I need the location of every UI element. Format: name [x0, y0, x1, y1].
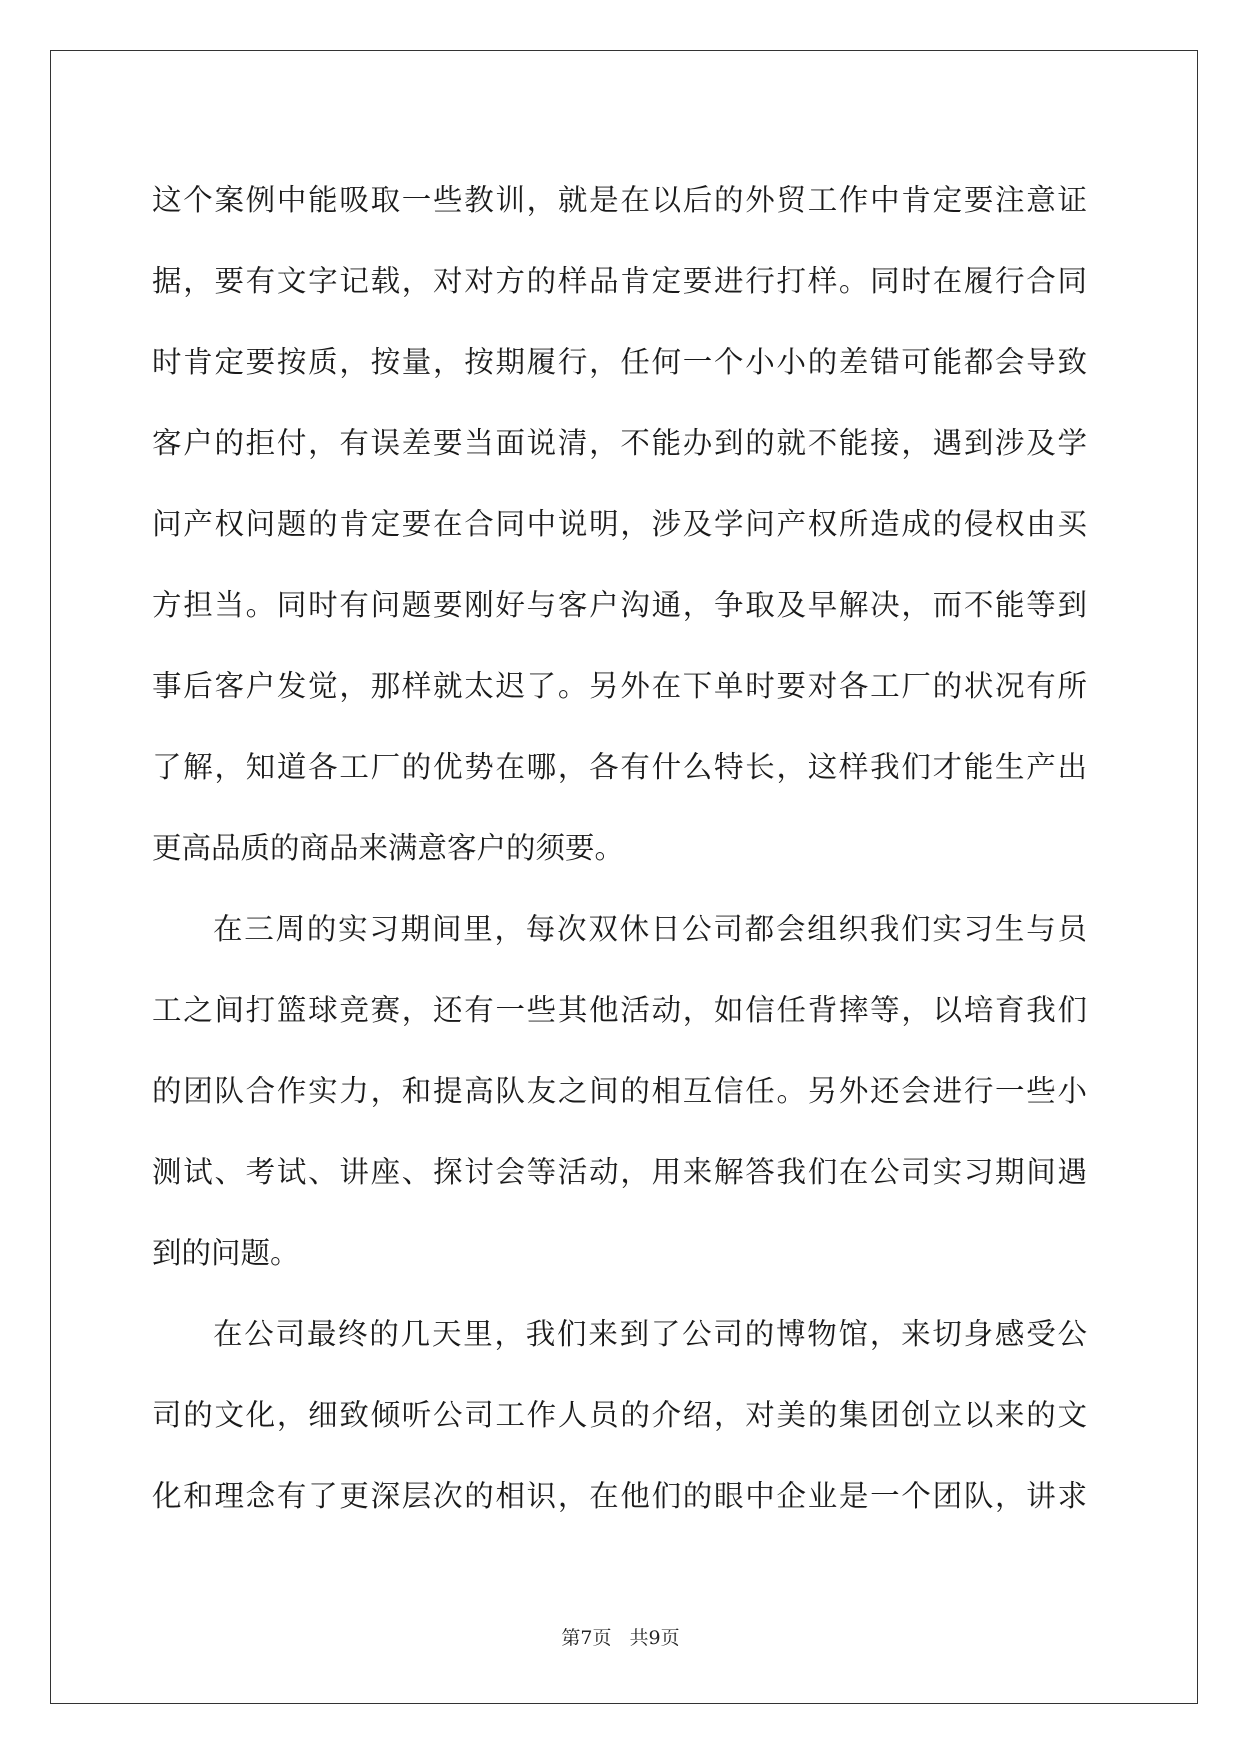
body-text	[152, 160, 1087, 1537]
text-line: 测试、考试、讲座、探讨会等活动，用来解答我们在公司实习期间遇	[152, 1155, 1087, 1189]
paragraph-start-line: 在三周的实习期间里，每次双休日公司都会组织我们实习生与员	[213, 912, 1087, 946]
total-pages: 共9页	[629, 1627, 680, 1649]
text-line: 司的文化，细致倾听公司工作人员的介绍，对美的集团创立以来的文	[152, 1398, 1087, 1432]
text-line: 方担当。同时有问题要刚好与客户沟通，争取及早解决，而不能等到	[152, 588, 1087, 622]
text-line: 这个案例中能吸取一些教训，就是在以后的外贸工作中肯定要注意证	[152, 183, 1087, 217]
text-line: 据，要有文字记载，对对方的样品肯定要进行打样。同时在履行合同	[152, 264, 1087, 298]
text-line: 工之间打篮球竞赛，还有一些其他活动，如信任背摔等，以培育我们	[152, 993, 1087, 1027]
text-line: 事后客户发觉，那样就太迟了。另外在下单时要对各工厂的状况有所	[152, 669, 1087, 703]
current-page-number: 第7页	[561, 1627, 612, 1649]
text-line: 的团队合作实力，和提高队友之间的相互信任。另外还会进行一些小	[152, 1074, 1087, 1108]
text-line: 问产权问题的肯定要在合同中说明，涉及学问产权所造成的侵权由买	[152, 507, 1087, 541]
text-line: 客户的拒付，有误差要当面说清，不能办到的就不能接，遇到涉及学	[152, 426, 1087, 460]
page-footer	[0, 1623, 1241, 1650]
text-line: 了解，知道各工厂的优势在哪，各有什么特长，这样我们才能生产出	[152, 750, 1087, 784]
text-line: 时肯定要按质，按量，按期履行，任何一个小小的差错可能都会导致	[152, 345, 1087, 379]
text-line: 到的问题。	[152, 1236, 300, 1270]
text-line: 更高品质的商品来满意客户的须要。	[152, 831, 625, 865]
text-line: 化和理念有了更深层次的相识，在他们的眼中企业是一个团队，讲求	[152, 1479, 1087, 1513]
paragraph-start-line: 在公司最终的几天里，我们来到了公司的博物馆，来切身感受公	[213, 1317, 1087, 1351]
